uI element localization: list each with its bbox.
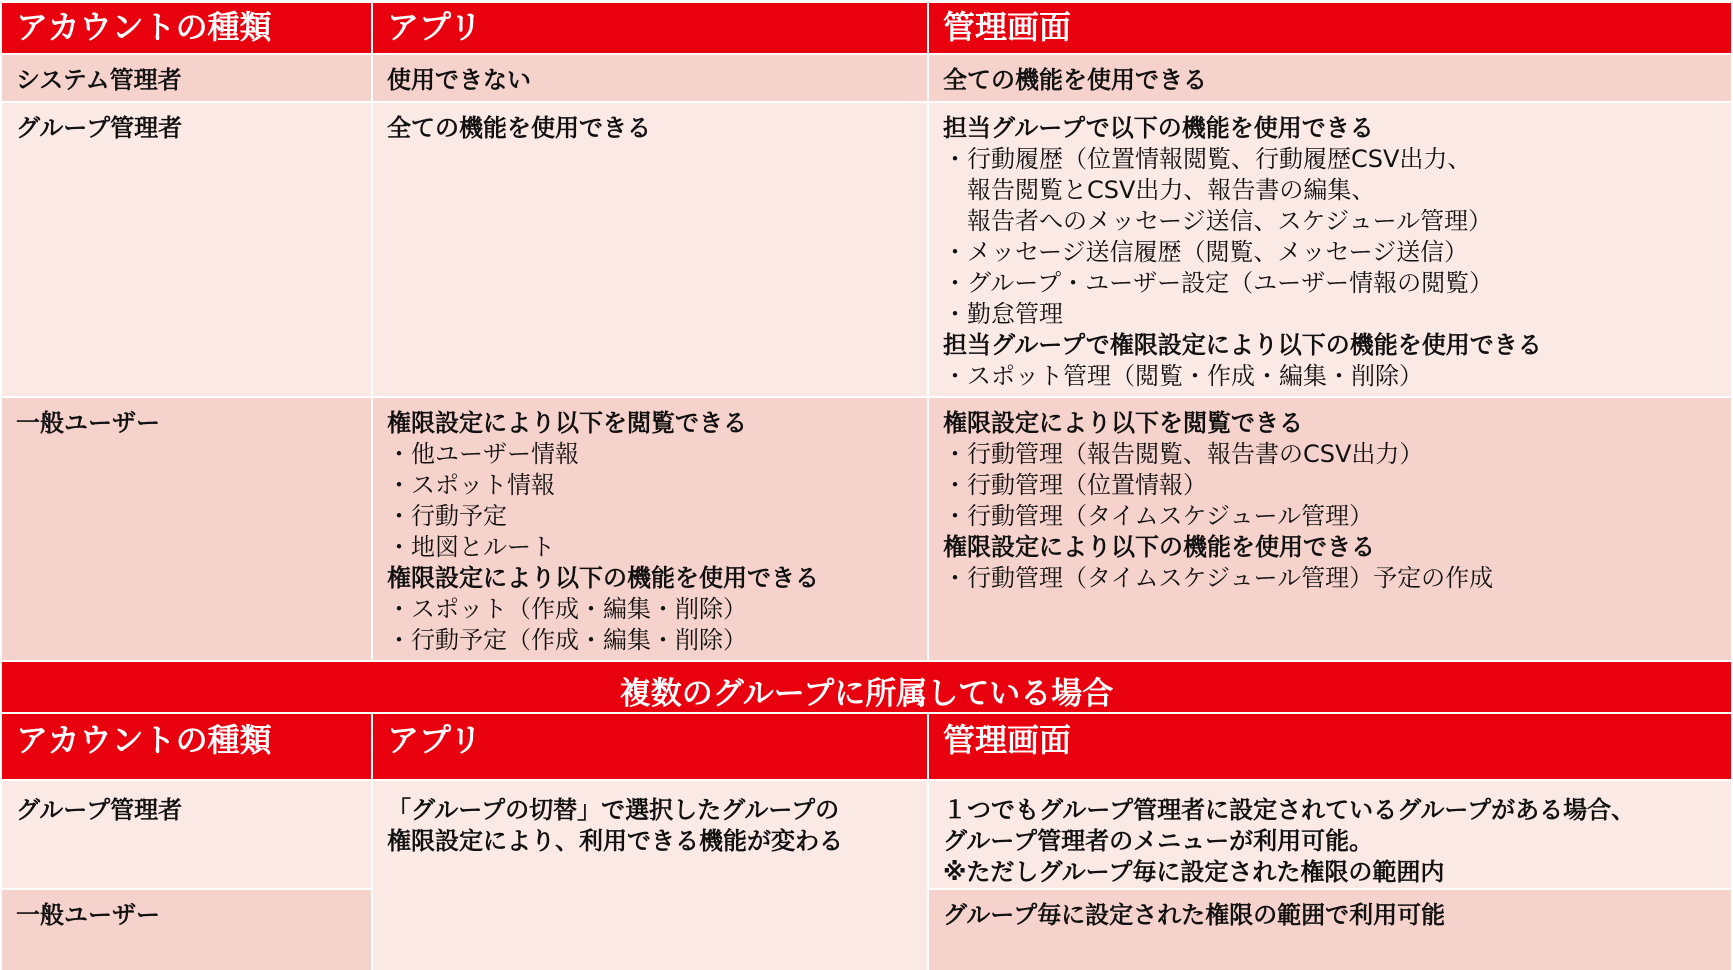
row-label-system-admin: システム管理者 bbox=[16, 66, 182, 94]
group-admin-admin-line: ・メッセージ送信履歴（閲覧、メッセージ送信） bbox=[943, 238, 1469, 266]
header-app-bottom: アプリ bbox=[373, 714, 927, 779]
group-admin-admin-line: 報告閲覧とCSV出力、報告書の編集、 bbox=[943, 176, 1376, 204]
row-system-admin-app-cell bbox=[373, 55, 927, 101]
general-user-app-line: ・スポット（作成・編集・削除） bbox=[387, 595, 747, 623]
header-admin-screen-bottom: 管理画面 bbox=[929, 714, 1731, 779]
group-admin-admin-line: 担当グループで権限設定により以下の機能を使用できる bbox=[943, 331, 1542, 359]
general-user-app-line: ・行動予定（作成・編集・削除） bbox=[387, 626, 747, 654]
group-admin-admin-line: ・スポット管理（閲覧・作成・編集・削除） bbox=[943, 362, 1423, 390]
general-user-app-line: 権限設定により以下の機能を使用できる bbox=[387, 564, 819, 592]
general-user-app-line: ・スポット情報 bbox=[387, 471, 555, 499]
header-app: アプリ bbox=[373, 3, 927, 53]
row-system-admin-admin-cell bbox=[929, 55, 1731, 101]
multi-group-section-title: 複数のグループに所属している場合 bbox=[2, 662, 1731, 712]
system-admin-app-text: 使用できない bbox=[387, 66, 531, 94]
group-admin-admin-line: ・勤怠管理 bbox=[943, 300, 1063, 328]
row-label-group-admin: グループ管理者 bbox=[16, 114, 183, 142]
row-general-user-label-cell bbox=[2, 398, 371, 660]
group-admin-admin-line: 報告者へのメッセージ送信、スケジュール管理） bbox=[943, 207, 1493, 235]
header-admin-screen: 管理画面 bbox=[929, 3, 1731, 53]
general-user-app-line: ・地図とルート bbox=[387, 533, 555, 561]
row-group-admin-label-cell bbox=[2, 103, 371, 396]
general-user-admin-line: ・行動管理（位置情報） bbox=[943, 471, 1207, 499]
header-account-type-bottom: アカウントの種類 bbox=[2, 714, 371, 779]
bottom-general-user-label-cell bbox=[2, 890, 371, 970]
bottom-group-admin-label-cell bbox=[2, 781, 371, 888]
general-user-admin-line: 権限設定により以下の機能を使用できる bbox=[943, 533, 1375, 561]
header-account-type: アカウントの種類 bbox=[2, 3, 371, 53]
row-group-admin-app-cell bbox=[373, 103, 927, 396]
general-user-admin-line: ・行動管理（報告閲覧、報告書のCSV出力） bbox=[943, 440, 1424, 468]
row-system-admin-label-cell bbox=[2, 55, 371, 101]
general-user-admin-line: 権限設定により以下を閲覧できる bbox=[943, 409, 1303, 437]
bottom-general-user-admin-text: グループ毎に設定された権限の範囲で利用可能 bbox=[943, 901, 1446, 929]
general-user-app-line: ・他ユーザー情報 bbox=[387, 440, 579, 468]
group-admin-admin-line: 担当グループで以下の機能を使用できる bbox=[943, 114, 1374, 142]
group-admin-admin-line: ・行動履歴（位置情報閲覧、行動履歴CSV出力、 bbox=[943, 145, 1472, 173]
bottom-label-group-admin: グループ管理者 bbox=[16, 796, 183, 824]
bottom-group-admin-admin-cell bbox=[929, 781, 1731, 888]
bottom-label-general-user: 一般ユーザー bbox=[16, 901, 160, 929]
bottom-app-merged-cell bbox=[373, 781, 927, 970]
bottom-group-admin-admin-line: グループ管理者のメニューが利用可能。 bbox=[943, 827, 1374, 855]
bottom-group-admin-admin-line: ※ただしグループ毎に設定された権限の範囲内 bbox=[943, 858, 1445, 886]
group-admin-app-text: 全ての機能を使用できる bbox=[387, 114, 651, 142]
row-group-admin-admin-cell bbox=[929, 103, 1731, 396]
bottom-group-admin-admin-line: １つでもグループ管理者に設定されているグループがある場合、 bbox=[943, 796, 1636, 824]
general-user-app-line: ・行動予定 bbox=[387, 502, 507, 530]
general-user-admin-line: ・行動管理（タイムスケジュール管理） bbox=[943, 502, 1374, 530]
bottom-general-user-admin-cell bbox=[929, 890, 1731, 970]
row-label-general-user: 一般ユーザー bbox=[16, 409, 160, 437]
group-admin-admin-line: ・グループ・ユーザー設定（ユーザー情報の閲覧） bbox=[943, 269, 1494, 297]
general-user-app-line: 権限設定により以下を閲覧できる bbox=[387, 409, 747, 437]
row-general-user-app-cell bbox=[373, 398, 927, 660]
row-general-user-admin-cell bbox=[929, 398, 1731, 660]
system-admin-admin-text: 全ての機能を使用できる bbox=[943, 66, 1207, 94]
bottom-app-line: 権限設定により、利用できる機能が変わる bbox=[387, 827, 843, 855]
general-user-admin-line: ・行動管理（タイムスケジュール管理）予定の作成 bbox=[943, 564, 1494, 592]
bottom-app-line: 「グループの切替」で選択したグループの bbox=[387, 796, 840, 824]
